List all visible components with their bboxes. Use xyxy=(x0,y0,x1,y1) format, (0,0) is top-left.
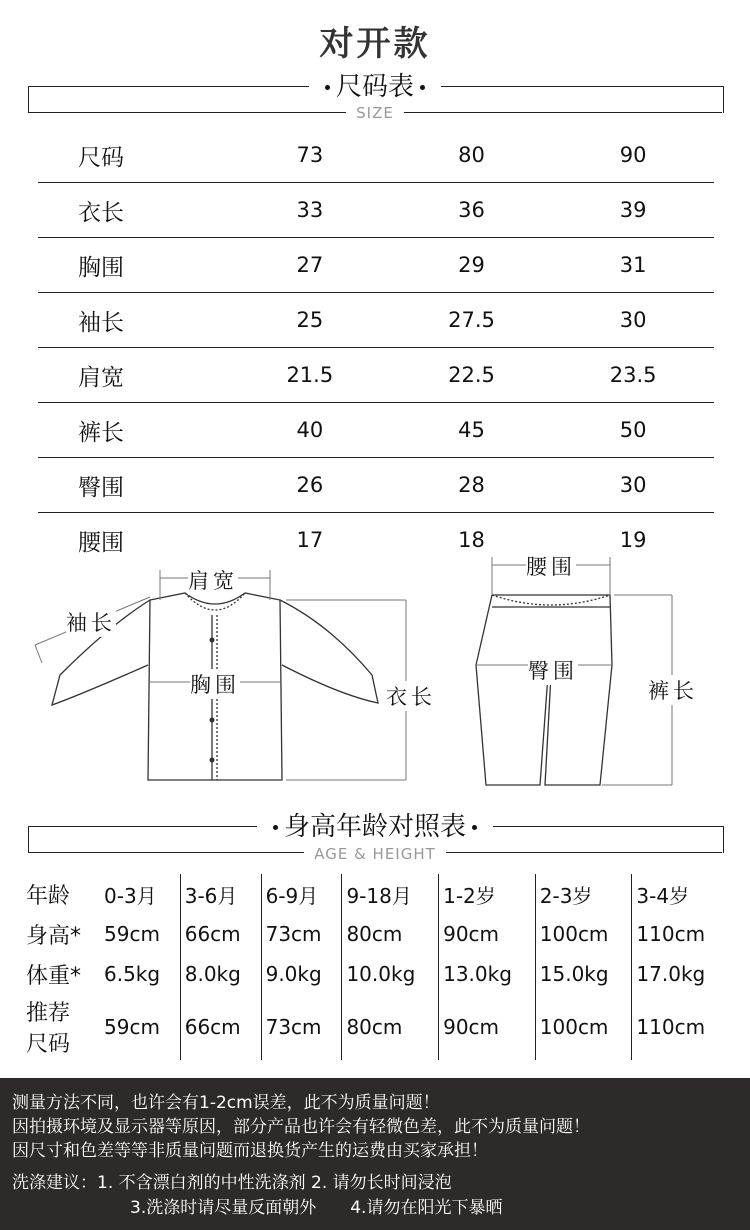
size-section-sub-text: SIZE xyxy=(346,104,404,122)
age-cell: 15.0kg xyxy=(535,954,632,994)
age-cell: 66cm xyxy=(180,914,261,954)
age-cell: 2-3岁 xyxy=(535,874,632,914)
size-row-label: 胸围 xyxy=(78,254,124,281)
note-line-3: 因尺寸和色差等等非质量问题而退换货产生的运费由买家承担！ xyxy=(12,1141,488,1161)
age-section-heading xyxy=(0,806,750,843)
age-cell: 59cm xyxy=(104,922,160,946)
age-row-label: 体重* xyxy=(26,963,82,989)
age-height-table xyxy=(22,874,728,1060)
age-cell: 80cm xyxy=(342,994,439,1060)
size-cell: 18 xyxy=(458,528,485,552)
size-cell: 21.5 xyxy=(286,363,334,387)
size-cell: 23.5 xyxy=(609,363,657,387)
footer-notes xyxy=(0,1078,750,1230)
size-section-label: 尺码表 xyxy=(335,72,414,102)
note-line-1: 测量方法不同，也许会有1-2cm误差，此不为质量问题！ xyxy=(12,1093,440,1113)
age-cell: 110cm xyxy=(632,994,728,1060)
sleeve-label: 袖长 xyxy=(66,607,116,637)
bullet-icon xyxy=(472,825,477,830)
size-cell: 45 xyxy=(458,418,485,442)
age-cell: 3-4岁 xyxy=(632,874,728,914)
age-cell: 9-18月 xyxy=(342,874,439,914)
recommend-label-line1: 推荐 xyxy=(26,1001,71,1026)
age-cell: 73cm xyxy=(261,914,342,954)
hip-label: 臀围 xyxy=(528,655,578,685)
age-cell: 9.0kg xyxy=(261,954,342,994)
size-cell: 19 xyxy=(619,528,647,552)
size-table-row xyxy=(38,458,714,513)
size-cell: 40 xyxy=(296,418,324,442)
age-cell: 100cm xyxy=(535,994,632,1060)
size-table-row xyxy=(38,293,714,348)
size-cell: 29 xyxy=(458,253,485,277)
size-cell: 31 xyxy=(619,253,647,277)
age-cell: 0-3月 xyxy=(104,883,157,908)
age-table-row-age xyxy=(22,874,728,914)
age-row-label xyxy=(22,994,100,1060)
recommend-label-line2: 尺码 xyxy=(26,1032,71,1057)
size-cell: 30 xyxy=(619,473,647,497)
size-cell: 30 xyxy=(619,308,647,332)
size-section-sub xyxy=(0,104,750,122)
size-row-label: 衣长 xyxy=(78,199,124,226)
age-row-label: 年龄 xyxy=(26,883,71,909)
shoulder-label: 肩宽 xyxy=(188,565,238,595)
age-cell: 66cm xyxy=(180,994,261,1060)
age-cell: 1-2岁 xyxy=(439,874,536,914)
age-cell: 10.0kg xyxy=(342,954,439,994)
age-cell: 73cm xyxy=(261,994,342,1060)
page-title: 对开款 xyxy=(319,24,431,64)
bullet-icon xyxy=(273,825,278,830)
age-row-label: 身高* xyxy=(26,923,82,949)
size-cell: 33 xyxy=(296,198,324,222)
size-table-row xyxy=(38,183,714,238)
size-table-row xyxy=(38,238,714,293)
size-cell: 90 xyxy=(619,143,647,167)
size-cell: 26 xyxy=(296,473,324,497)
age-section-label: 身高年龄对照表 xyxy=(283,812,466,842)
size-cell: 27.5 xyxy=(448,308,495,332)
size-cell: 73 xyxy=(296,143,324,167)
size-cell: 36 xyxy=(458,198,485,222)
age-cell: 6.5kg xyxy=(104,962,161,986)
age-cell: 100cm xyxy=(535,914,632,954)
age-table-row-recommend xyxy=(22,994,728,1060)
wash-line-1: 洗涤建议：1. 不含漂白剂的中性洗涤剂 2. 请勿长时间浸泡 xyxy=(12,1173,452,1193)
wash-line-2: 3.洗涤时请尽量反面朝外 4.请勿在阳光下暴晒 xyxy=(130,1198,503,1218)
pants-length-label: 裤长 xyxy=(648,675,698,705)
age-table-row-height xyxy=(22,914,728,954)
age-cell: 13.0kg xyxy=(439,954,536,994)
age-cell: 6-9月 xyxy=(261,874,342,914)
garment-illustration xyxy=(0,545,750,805)
age-cell: 80cm xyxy=(342,914,439,954)
size-cell: 17 xyxy=(296,528,324,552)
age-cell: 3-6月 xyxy=(180,874,261,914)
size-row-label: 尺码 xyxy=(78,144,124,171)
bullet-icon xyxy=(325,85,330,90)
size-cell: 25 xyxy=(296,308,324,332)
length-label: 衣长 xyxy=(386,681,436,711)
age-section-sub xyxy=(0,845,750,863)
garment-diagram xyxy=(0,545,750,805)
age-cell: 59cm xyxy=(104,1015,160,1039)
size-cell: 27 xyxy=(296,253,324,277)
bullet-icon xyxy=(420,85,425,90)
age-section-sub-text: AGE & HEIGHT xyxy=(304,845,446,863)
size-row-label: 裤长 xyxy=(78,419,124,446)
size-row-label: 腰围 xyxy=(78,529,124,556)
size-cell: 80 xyxy=(458,143,485,167)
size-section-heading xyxy=(0,66,750,103)
size-cell: 28 xyxy=(458,473,485,497)
size-table xyxy=(38,128,714,567)
size-cell: 22.5 xyxy=(448,363,495,387)
size-table-row xyxy=(38,348,714,403)
age-cell: 8.0kg xyxy=(180,954,261,994)
size-cell: 39 xyxy=(619,198,647,222)
size-row-label: 臀围 xyxy=(78,474,124,501)
age-cell: 110cm xyxy=(632,914,728,954)
age-cell: 90cm xyxy=(439,914,536,954)
size-row-label: 袖长 xyxy=(78,309,124,336)
size-table-row xyxy=(38,128,714,183)
size-row-label: 肩宽 xyxy=(78,364,124,391)
age-cell: 90cm xyxy=(439,994,536,1060)
size-cell: 50 xyxy=(619,418,647,442)
waist-label: 腰围 xyxy=(526,551,576,581)
size-table-row xyxy=(38,403,714,458)
age-cell: 17.0kg xyxy=(632,954,728,994)
age-table-row-weight xyxy=(22,954,728,994)
note-line-2: 因拍摄环境及显示器等原因，部分产品也许会有轻微色差，此不为质量问题！ xyxy=(12,1117,590,1137)
chest-label: 胸围 xyxy=(190,669,240,699)
